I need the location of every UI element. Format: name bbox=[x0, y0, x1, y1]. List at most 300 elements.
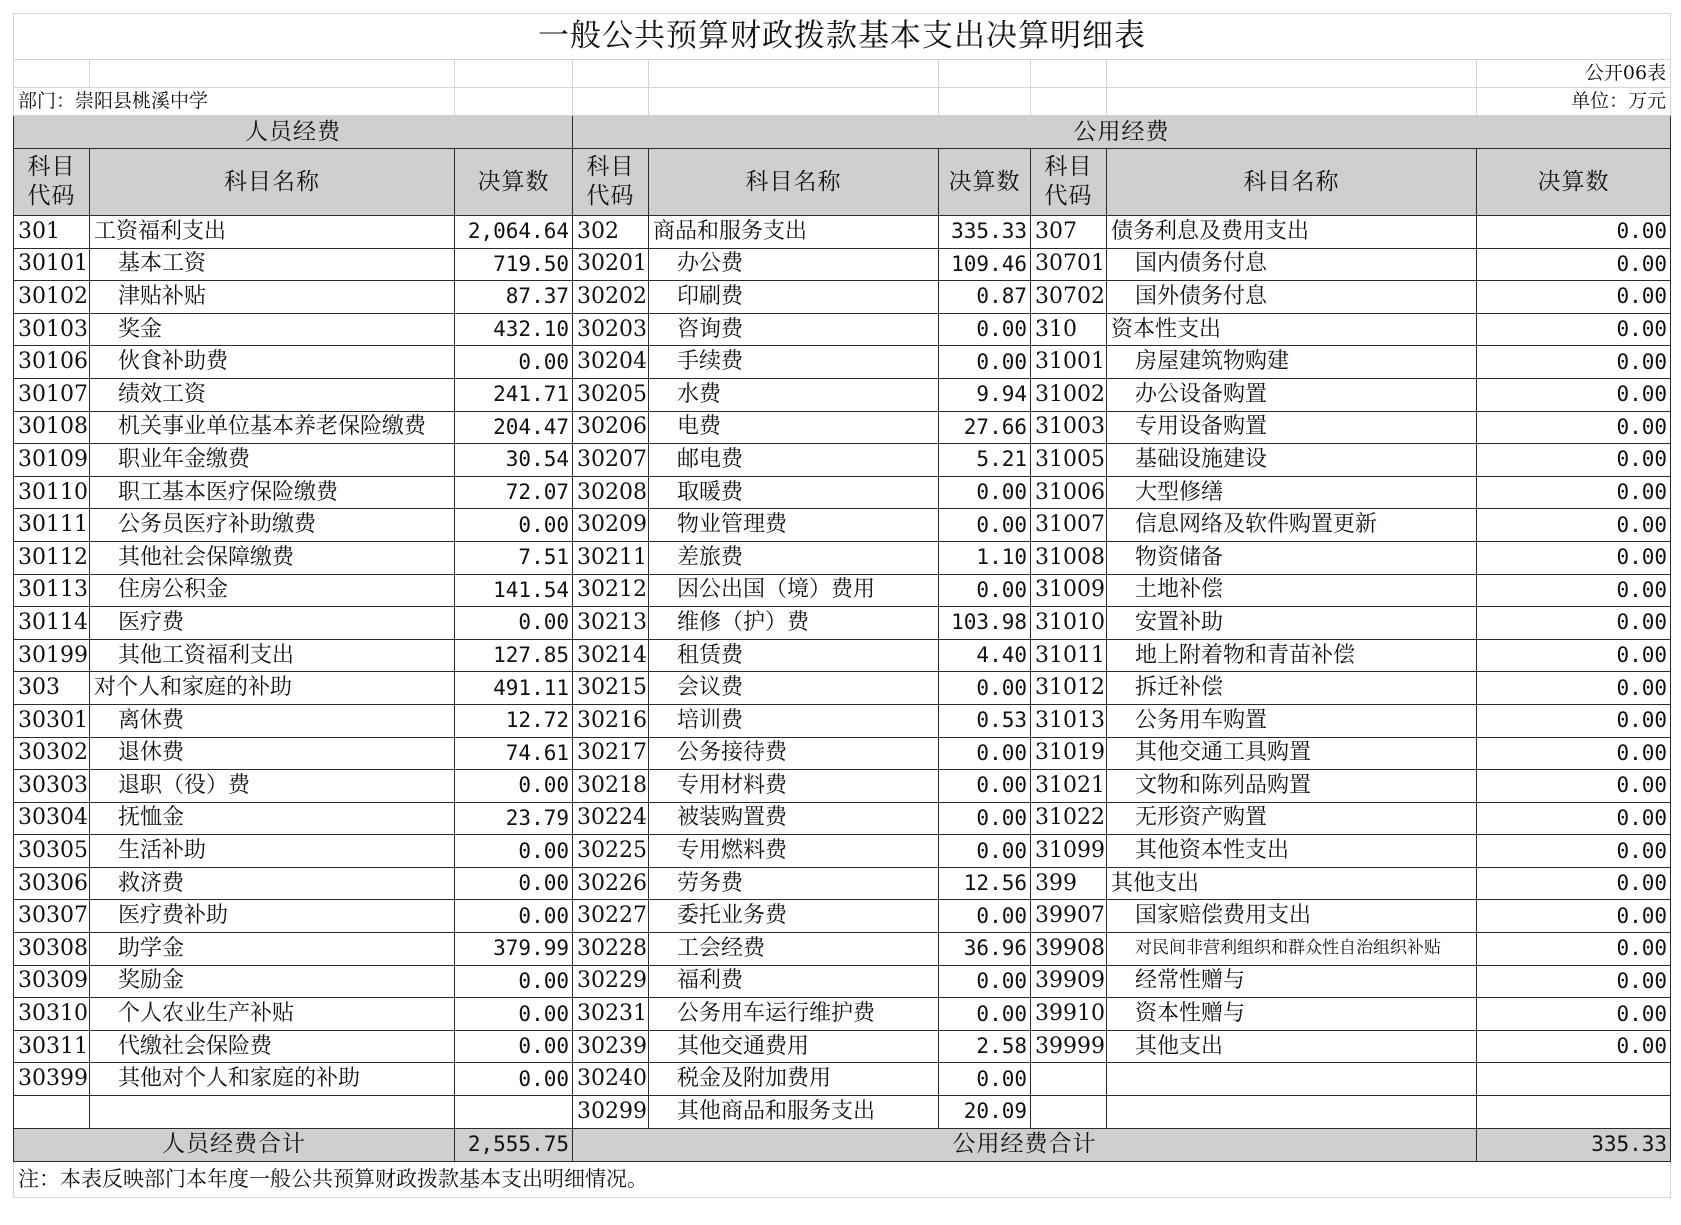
subject-code: 31002 bbox=[1031, 378, 1107, 411]
subject-code: 30203 bbox=[573, 313, 649, 346]
subject-code: 39907 bbox=[1031, 900, 1107, 933]
amount: 491.11 bbox=[455, 672, 573, 705]
amount: 0.00 bbox=[939, 770, 1031, 803]
amount bbox=[455, 1096, 573, 1129]
table-row bbox=[14, 639, 1671, 672]
amount: 5.21 bbox=[939, 444, 1031, 477]
subject-code: 30240 bbox=[573, 1063, 649, 1096]
amount: 0.00 bbox=[1477, 1030, 1671, 1063]
table-row bbox=[14, 802, 1671, 835]
subject-code: 39999 bbox=[1031, 1030, 1107, 1063]
subject-name: 资本性支出 bbox=[1107, 313, 1477, 346]
subject-name: 津贴补贴 bbox=[90, 281, 455, 314]
subject-code: 31013 bbox=[1031, 704, 1107, 737]
amount: 0.00 bbox=[1477, 737, 1671, 770]
header-name: 科目名称 bbox=[649, 149, 939, 216]
amount: 0.00 bbox=[1477, 900, 1671, 933]
subject-code: 30101 bbox=[14, 248, 90, 281]
amount: 0.00 bbox=[455, 998, 573, 1031]
amount: 0.00 bbox=[455, 867, 573, 900]
subject-name: 国外债务付息 bbox=[1107, 281, 1477, 314]
subject-name: 生活补助 bbox=[90, 835, 455, 868]
amount: 0.00 bbox=[455, 346, 573, 379]
amount: 432.10 bbox=[455, 313, 573, 346]
subject-name: 工资福利支出 bbox=[90, 216, 455, 249]
subject-name: 债务利息及费用支出 bbox=[1107, 216, 1477, 249]
subject-name: 经常性赠与 bbox=[1107, 965, 1477, 998]
subject-code: 31021 bbox=[1031, 770, 1107, 803]
table-row bbox=[14, 1063, 1671, 1096]
expenditure-table bbox=[13, 13, 1671, 1198]
subject-code: 31022 bbox=[1031, 802, 1107, 835]
amount: 0.00 bbox=[1477, 411, 1671, 444]
subject-name: 商品和服务支出 bbox=[649, 216, 939, 249]
table-row bbox=[14, 867, 1671, 900]
subject-name: 专用设备购置 bbox=[1107, 411, 1477, 444]
amount: 0.00 bbox=[1477, 704, 1671, 737]
subject-code: 30306 bbox=[14, 867, 90, 900]
amount bbox=[1477, 1063, 1671, 1096]
table-row bbox=[14, 281, 1671, 314]
subject-name: 其他交通费用 bbox=[649, 1030, 939, 1063]
subject-code: 30207 bbox=[573, 444, 649, 477]
amount: 0.00 bbox=[1477, 509, 1671, 542]
subject-name: 其他资本性支出 bbox=[1107, 835, 1477, 868]
subject-name: 培训费 bbox=[649, 704, 939, 737]
amount: 0.00 bbox=[455, 1063, 573, 1096]
subject-code: 30225 bbox=[573, 835, 649, 868]
table-row bbox=[14, 444, 1671, 477]
table-row bbox=[14, 476, 1671, 509]
amount: 103.98 bbox=[939, 607, 1031, 640]
table-row bbox=[14, 216, 1671, 249]
subject-name: 税金及附加费用 bbox=[649, 1063, 939, 1096]
amount: 0.00 bbox=[1477, 770, 1671, 803]
subject-code: 301 bbox=[14, 216, 90, 249]
table-row bbox=[14, 574, 1671, 607]
subject-code: 30201 bbox=[573, 248, 649, 281]
table-row bbox=[14, 378, 1671, 411]
subject-name: 医疗费 bbox=[90, 607, 455, 640]
subject-name: 印刷费 bbox=[649, 281, 939, 314]
amount: 241.71 bbox=[455, 378, 573, 411]
amount: 87.37 bbox=[455, 281, 573, 314]
subject-code: 30102 bbox=[14, 281, 90, 314]
subject-code: 30399 bbox=[14, 1063, 90, 1096]
table-row bbox=[14, 248, 1671, 281]
amount: 12.72 bbox=[455, 704, 573, 737]
subject-name: 大型修缮 bbox=[1107, 476, 1477, 509]
amount: 0.00 bbox=[1477, 639, 1671, 672]
subject-code: 307 bbox=[1031, 216, 1107, 249]
header-amount: 决算数 bbox=[939, 149, 1031, 216]
subject-name: 其他支出 bbox=[1107, 867, 1477, 900]
amount: 0.00 bbox=[1477, 248, 1671, 281]
amount: 0.00 bbox=[1477, 607, 1671, 640]
amount: 0.00 bbox=[939, 998, 1031, 1031]
public-total-label: 公用经费合计 bbox=[573, 1128, 1477, 1161]
subject-code bbox=[14, 1096, 90, 1129]
subject-name: 会议费 bbox=[649, 672, 939, 705]
subject-name bbox=[1107, 1096, 1477, 1129]
group-personnel: 人员经费 bbox=[14, 116, 573, 149]
subject-code: 31005 bbox=[1031, 444, 1107, 477]
subject-code: 30226 bbox=[573, 867, 649, 900]
subject-name: 水费 bbox=[649, 378, 939, 411]
amount: 0.00 bbox=[1477, 346, 1671, 379]
amount: 0.00 bbox=[1477, 281, 1671, 314]
table-row bbox=[14, 1030, 1671, 1063]
table-row bbox=[14, 672, 1671, 705]
amount: 0.00 bbox=[939, 835, 1031, 868]
subject-name bbox=[1107, 1063, 1477, 1096]
subject-name: 公务用车运行维护费 bbox=[649, 998, 939, 1031]
subject-code: 30208 bbox=[573, 476, 649, 509]
subject-code bbox=[1031, 1063, 1107, 1096]
amount: 0.00 bbox=[455, 770, 573, 803]
subject-name: 公务员医疗补助缴费 bbox=[90, 509, 455, 542]
subject-name: 办公设备购置 bbox=[1107, 378, 1477, 411]
subject-code: 302 bbox=[573, 216, 649, 249]
amount: 23.79 bbox=[455, 802, 573, 835]
subject-code: 30111 bbox=[14, 509, 90, 542]
subject-name: 维修（护）费 bbox=[649, 607, 939, 640]
amount: 379.99 bbox=[455, 933, 573, 966]
subject-name: 咨询费 bbox=[649, 313, 939, 346]
subject-code: 30299 bbox=[573, 1096, 649, 1129]
subject-code: 30701 bbox=[1031, 248, 1107, 281]
amount: 0.00 bbox=[939, 313, 1031, 346]
subject-code: 30304 bbox=[14, 802, 90, 835]
subject-name: 房屋建筑物购建 bbox=[1107, 346, 1477, 379]
amount: 0.00 bbox=[939, 1063, 1031, 1096]
table-row bbox=[14, 509, 1671, 542]
subject-name: 差旅费 bbox=[649, 541, 939, 574]
subject-code: 30227 bbox=[573, 900, 649, 933]
subject-name: 地上附着物和青苗补偿 bbox=[1107, 639, 1477, 672]
subject-name: 救济费 bbox=[90, 867, 455, 900]
subject-code: 303 bbox=[14, 672, 90, 705]
subject-code: 30239 bbox=[573, 1030, 649, 1063]
subject-code: 30218 bbox=[573, 770, 649, 803]
subject-code: 31099 bbox=[1031, 835, 1107, 868]
amount: 0.00 bbox=[1477, 965, 1671, 998]
table-row bbox=[14, 900, 1671, 933]
amount: 0.00 bbox=[455, 607, 573, 640]
amount: 2,064.64 bbox=[455, 216, 573, 249]
subject-name: 资本性赠与 bbox=[1107, 998, 1477, 1031]
subject-name: 邮电费 bbox=[649, 444, 939, 477]
subject-code: 30204 bbox=[573, 346, 649, 379]
amount: 0.53 bbox=[939, 704, 1031, 737]
subject-name: 手续费 bbox=[649, 346, 939, 379]
amount: 0.00 bbox=[1477, 216, 1671, 249]
subject-code: 30217 bbox=[573, 737, 649, 770]
budget-sheet bbox=[13, 13, 1670, 1216]
subject-name: 工会经费 bbox=[649, 933, 939, 966]
subject-name: 基础设施建设 bbox=[1107, 444, 1477, 477]
subject-code: 31019 bbox=[1031, 737, 1107, 770]
subject-code: 30108 bbox=[14, 411, 90, 444]
unit-label: 单位：万元 bbox=[1477, 88, 1671, 116]
group-public: 公用经费 bbox=[573, 116, 1671, 149]
subject-name: 其他商品和服务支出 bbox=[649, 1096, 939, 1129]
subject-code bbox=[1031, 1096, 1107, 1129]
subject-name: 劳务费 bbox=[649, 867, 939, 900]
header-amount: 决算数 bbox=[455, 149, 573, 216]
amount: 0.00 bbox=[939, 672, 1031, 705]
subject-code: 30209 bbox=[573, 509, 649, 542]
subject-name: 福利费 bbox=[649, 965, 939, 998]
subject-code: 310 bbox=[1031, 313, 1107, 346]
form-code: 公开06表 bbox=[1477, 60, 1671, 88]
subject-name: 对个人和家庭的补助 bbox=[90, 672, 455, 705]
subject-name: 职工基本医疗保险缴费 bbox=[90, 476, 455, 509]
amount: 0.00 bbox=[1477, 998, 1671, 1031]
amount: 0.00 bbox=[1477, 444, 1671, 477]
amount: 0.00 bbox=[939, 965, 1031, 998]
subject-name: 安置补助 bbox=[1107, 607, 1477, 640]
subject-code: 30110 bbox=[14, 476, 90, 509]
subject-name: 委托业务费 bbox=[649, 900, 939, 933]
subject-code: 30206 bbox=[573, 411, 649, 444]
subject-name: 因公出国（境）费用 bbox=[649, 574, 939, 607]
amount: 0.00 bbox=[1477, 541, 1671, 574]
subject-code: 30114 bbox=[14, 607, 90, 640]
amount: 719.50 bbox=[455, 248, 573, 281]
subject-name: 退休费 bbox=[90, 737, 455, 770]
amount bbox=[1477, 1096, 1671, 1129]
subject-code: 31007 bbox=[1031, 509, 1107, 542]
subject-name: 文物和陈列品购置 bbox=[1107, 770, 1477, 803]
amount: 7.51 bbox=[455, 541, 573, 574]
subject-code: 30107 bbox=[14, 378, 90, 411]
subject-name: 职业年金缴费 bbox=[90, 444, 455, 477]
amount: 0.00 bbox=[455, 965, 573, 998]
amount: 109.46 bbox=[939, 248, 1031, 281]
amount: 0.87 bbox=[939, 281, 1031, 314]
subject-code: 30199 bbox=[14, 639, 90, 672]
amount: 74.61 bbox=[455, 737, 573, 770]
subject-code: 39909 bbox=[1031, 965, 1107, 998]
table-row bbox=[14, 346, 1671, 379]
subject-name: 奖金 bbox=[90, 313, 455, 346]
subject-name: 绩效工资 bbox=[90, 378, 455, 411]
header-code: 科目代码 bbox=[14, 149, 90, 216]
amount: 0.00 bbox=[455, 900, 573, 933]
subject-code: 30311 bbox=[14, 1030, 90, 1063]
subject-code: 31008 bbox=[1031, 541, 1107, 574]
amount: 0.00 bbox=[1477, 313, 1671, 346]
subject-name: 基本工资 bbox=[90, 248, 455, 281]
subject-code: 30113 bbox=[14, 574, 90, 607]
subject-name: 个人农业生产补贴 bbox=[90, 998, 455, 1031]
subject-name: 公务用车购置 bbox=[1107, 704, 1477, 737]
amount: 72.07 bbox=[455, 476, 573, 509]
subject-name: 物资储备 bbox=[1107, 541, 1477, 574]
subject-code: 30106 bbox=[14, 346, 90, 379]
subject-code: 30231 bbox=[573, 998, 649, 1031]
subject-code: 30212 bbox=[573, 574, 649, 607]
department-label: 部门：崇阳县桃溪中学 bbox=[14, 88, 455, 116]
subject-code: 30205 bbox=[573, 378, 649, 411]
subject-name: 助学金 bbox=[90, 933, 455, 966]
header-code: 科目代码 bbox=[573, 149, 649, 216]
subject-code: 30302 bbox=[14, 737, 90, 770]
subject-code: 30112 bbox=[14, 541, 90, 574]
subject-name: 被装购置费 bbox=[649, 802, 939, 835]
subject-code: 30309 bbox=[14, 965, 90, 998]
subject-code: 399 bbox=[1031, 867, 1107, 900]
subject-code: 31001 bbox=[1031, 346, 1107, 379]
subject-name: 其他社会保障缴费 bbox=[90, 541, 455, 574]
subject-code: 31010 bbox=[1031, 607, 1107, 640]
subject-code: 30307 bbox=[14, 900, 90, 933]
amount: 0.00 bbox=[939, 346, 1031, 379]
header-name: 科目名称 bbox=[1107, 149, 1477, 216]
subject-code: 30214 bbox=[573, 639, 649, 672]
amount: 0.00 bbox=[1477, 802, 1671, 835]
subject-name: 其他工资福利支出 bbox=[90, 639, 455, 672]
subject-name: 离休费 bbox=[90, 704, 455, 737]
subject-code: 30211 bbox=[573, 541, 649, 574]
subject-code: 39908 bbox=[1031, 933, 1107, 966]
subject-name: 取暖费 bbox=[649, 476, 939, 509]
subject-name: 电费 bbox=[649, 411, 939, 444]
amount: 0.00 bbox=[939, 737, 1031, 770]
subject-name: 奖励金 bbox=[90, 965, 455, 998]
table-row bbox=[14, 770, 1671, 803]
subject-code: 30202 bbox=[573, 281, 649, 314]
amount: 36.96 bbox=[939, 933, 1031, 966]
amount: 204.47 bbox=[455, 411, 573, 444]
amount: 0.00 bbox=[455, 835, 573, 868]
subject-code: 30216 bbox=[573, 704, 649, 737]
subject-name: 其他对个人和家庭的补助 bbox=[90, 1063, 455, 1096]
subject-name: 其他支出 bbox=[1107, 1030, 1477, 1063]
table-row bbox=[14, 965, 1671, 998]
amount: 0.00 bbox=[939, 509, 1031, 542]
amount: 0.00 bbox=[1477, 476, 1671, 509]
amount: 0.00 bbox=[1477, 933, 1671, 966]
personnel-total-label: 人员经费合计 bbox=[14, 1128, 455, 1161]
subject-name: 物业管理费 bbox=[649, 509, 939, 542]
amount: 127.85 bbox=[455, 639, 573, 672]
amount: 0.00 bbox=[1477, 835, 1671, 868]
header-code: 科目代码 bbox=[1031, 149, 1107, 216]
subject-code: 30215 bbox=[573, 672, 649, 705]
amount: 0.00 bbox=[455, 509, 573, 542]
subject-name: 公务接待费 bbox=[649, 737, 939, 770]
subject-name: 租赁费 bbox=[649, 639, 939, 672]
subject-name: 无形资产购置 bbox=[1107, 802, 1477, 835]
footnote: 注：本表反映部门本年度一般公共预算财政拨款基本支出明细情况。 bbox=[14, 1161, 1671, 1197]
subject-code: 30310 bbox=[14, 998, 90, 1031]
subject-name: 专用燃料费 bbox=[649, 835, 939, 868]
subject-name: 医疗费补助 bbox=[90, 900, 455, 933]
subject-name: 对民间非营利组织和群众性自治组织补贴 bbox=[1107, 933, 1477, 966]
table-row bbox=[14, 607, 1671, 640]
subject-name: 退职（役）费 bbox=[90, 770, 455, 803]
subject-code: 31011 bbox=[1031, 639, 1107, 672]
amount: 0.00 bbox=[1477, 378, 1671, 411]
table-row bbox=[14, 737, 1671, 770]
subject-code: 30702 bbox=[1031, 281, 1107, 314]
table-row bbox=[14, 998, 1671, 1031]
amount: 27.66 bbox=[939, 411, 1031, 444]
amount: 0.00 bbox=[939, 900, 1031, 933]
subject-code: 30305 bbox=[14, 835, 90, 868]
subject-name: 住房公积金 bbox=[90, 574, 455, 607]
subject-code: 30228 bbox=[573, 933, 649, 966]
table-row bbox=[14, 313, 1671, 346]
subject-code: 30301 bbox=[14, 704, 90, 737]
amount: 0.00 bbox=[1477, 574, 1671, 607]
subject-code: 30308 bbox=[14, 933, 90, 966]
amount: 0.00 bbox=[939, 476, 1031, 509]
subject-name: 拆迁补偿 bbox=[1107, 672, 1477, 705]
subject-name: 代缴社会保险费 bbox=[90, 1030, 455, 1063]
subject-code: 31006 bbox=[1031, 476, 1107, 509]
subject-name bbox=[90, 1096, 455, 1129]
subject-name: 其他交通工具购置 bbox=[1107, 737, 1477, 770]
subject-name: 国家赔偿费用支出 bbox=[1107, 900, 1477, 933]
header-amount: 决算数 bbox=[1477, 149, 1671, 216]
subject-name: 机关事业单位基本养老保险缴费 bbox=[90, 411, 455, 444]
subject-code: 31009 bbox=[1031, 574, 1107, 607]
amount: 0.00 bbox=[939, 802, 1031, 835]
header-name: 科目名称 bbox=[90, 149, 455, 216]
subject-name: 土地补偿 bbox=[1107, 574, 1477, 607]
amount: 0.00 bbox=[455, 1030, 573, 1063]
amount: 0.00 bbox=[1477, 672, 1671, 705]
amount: 2.58 bbox=[939, 1030, 1031, 1063]
table-row bbox=[14, 411, 1671, 444]
subject-name: 专用材料费 bbox=[649, 770, 939, 803]
table-row bbox=[14, 835, 1671, 868]
subject-code: 30103 bbox=[14, 313, 90, 346]
public-total-value: 335.33 bbox=[1477, 1128, 1671, 1161]
subject-code: 30224 bbox=[573, 802, 649, 835]
personnel-total-value: 2,555.75 bbox=[455, 1128, 573, 1161]
subject-code: 30213 bbox=[573, 607, 649, 640]
amount: 20.09 bbox=[939, 1096, 1031, 1129]
subject-name: 抚恤金 bbox=[90, 802, 455, 835]
subject-name: 办公费 bbox=[649, 248, 939, 281]
amount: 335.33 bbox=[939, 216, 1031, 249]
subject-name: 伙食补助费 bbox=[90, 346, 455, 379]
subject-name: 信息网络及软件购置更新 bbox=[1107, 509, 1477, 542]
subject-code: 30229 bbox=[573, 965, 649, 998]
amount: 0.00 bbox=[1477, 867, 1671, 900]
table-row bbox=[14, 1096, 1671, 1129]
amount: 12.56 bbox=[939, 867, 1031, 900]
subject-code: 30303 bbox=[14, 770, 90, 803]
subject-name: 国内债务付息 bbox=[1107, 248, 1477, 281]
amount: 141.54 bbox=[455, 574, 573, 607]
amount: 30.54 bbox=[455, 444, 573, 477]
amount: 0.00 bbox=[939, 574, 1031, 607]
subject-code: 39910 bbox=[1031, 998, 1107, 1031]
table-title: 一般公共预算财政拨款基本支出决算明细表 bbox=[14, 14, 1671, 60]
amount: 9.94 bbox=[939, 378, 1031, 411]
subject-code: 31003 bbox=[1031, 411, 1107, 444]
table-row bbox=[14, 933, 1671, 966]
amount: 1.10 bbox=[939, 541, 1031, 574]
subject-code: 30109 bbox=[14, 444, 90, 477]
table-row bbox=[14, 541, 1671, 574]
amount: 4.40 bbox=[939, 639, 1031, 672]
